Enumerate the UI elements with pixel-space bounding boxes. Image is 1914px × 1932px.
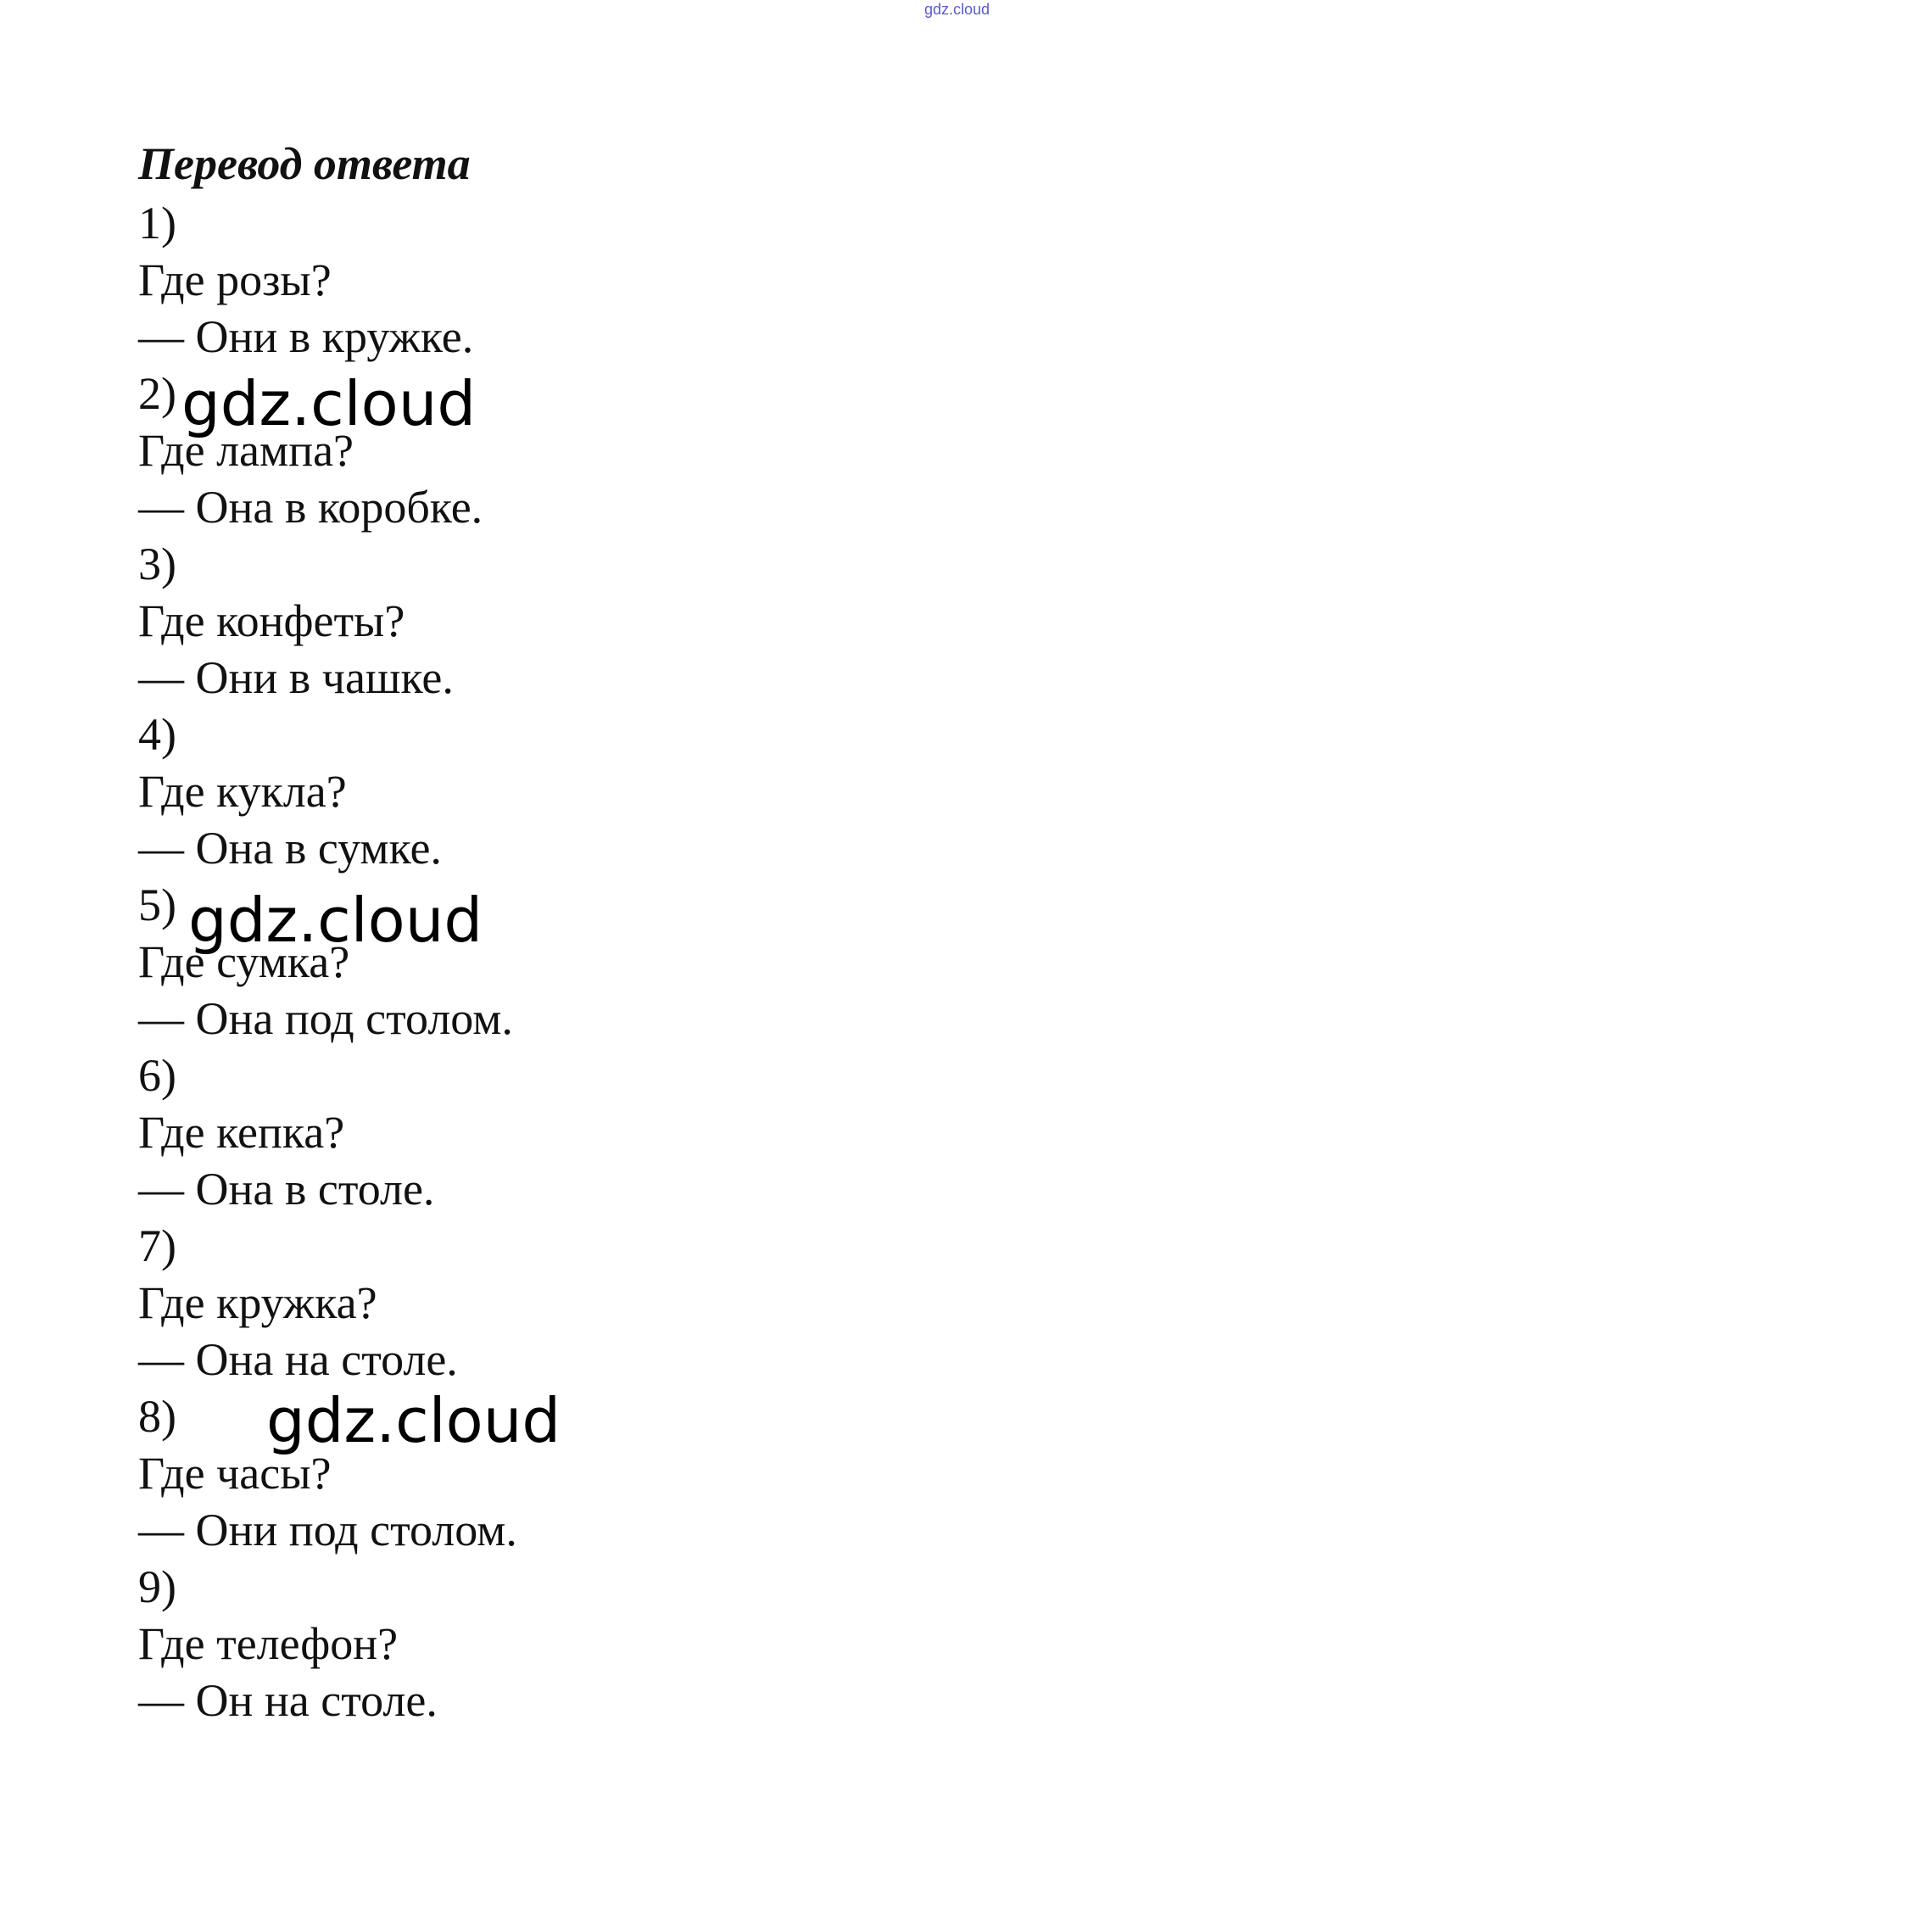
watermark-text: gdz.cloud	[266, 1385, 561, 1456]
item-number: 9)	[138, 1561, 176, 1612]
item-answer: — Он на столе.	[138, 1675, 438, 1726]
item-question: Где лампа?	[138, 425, 354, 476]
item-question: Где розы?	[138, 254, 332, 305]
item-answer: — Она на столе.	[138, 1334, 458, 1385]
item-number: 2)	[138, 368, 176, 419]
item-question: Где кепка?	[138, 1107, 345, 1158]
item-number: 3)	[138, 539, 176, 589]
item-question: Где кукла?	[138, 766, 347, 817]
item-number: 4)	[138, 709, 176, 760]
item-question: Где кружка?	[138, 1277, 377, 1328]
item-answer: — Она в сумке.	[138, 823, 442, 874]
item-number: 5)	[138, 879, 176, 930]
item-answer: — Она в столе.	[138, 1164, 435, 1214]
watermark-text: gdz.cloud	[188, 885, 483, 956]
item-answer: — Они в чашке.	[138, 652, 454, 703]
item-number: 6)	[138, 1050, 176, 1101]
item-question: Где телефон?	[138, 1618, 399, 1669]
item-number: 7)	[138, 1220, 176, 1271]
item-question: Где сумка?	[138, 936, 350, 987]
item-answer: — Они в кружке.	[138, 311, 474, 362]
document-title: Перевод ответа	[138, 138, 471, 189]
watermark-text: gdz.cloud	[181, 368, 477, 439]
item-answer: — Они под столом.	[138, 1505, 517, 1555]
item-number: 8)	[138, 1391, 176, 1442]
item-answer: — Она под столом.	[138, 993, 513, 1044]
item-answer: — Она в коробке.	[138, 482, 483, 533]
item-question: Где часы?	[138, 1448, 332, 1499]
header-site-link[interactable]: gdz.cloud	[924, 1, 990, 18]
item-number: 1)	[138, 198, 176, 248]
item-question: Где конфеты?	[138, 595, 405, 646]
